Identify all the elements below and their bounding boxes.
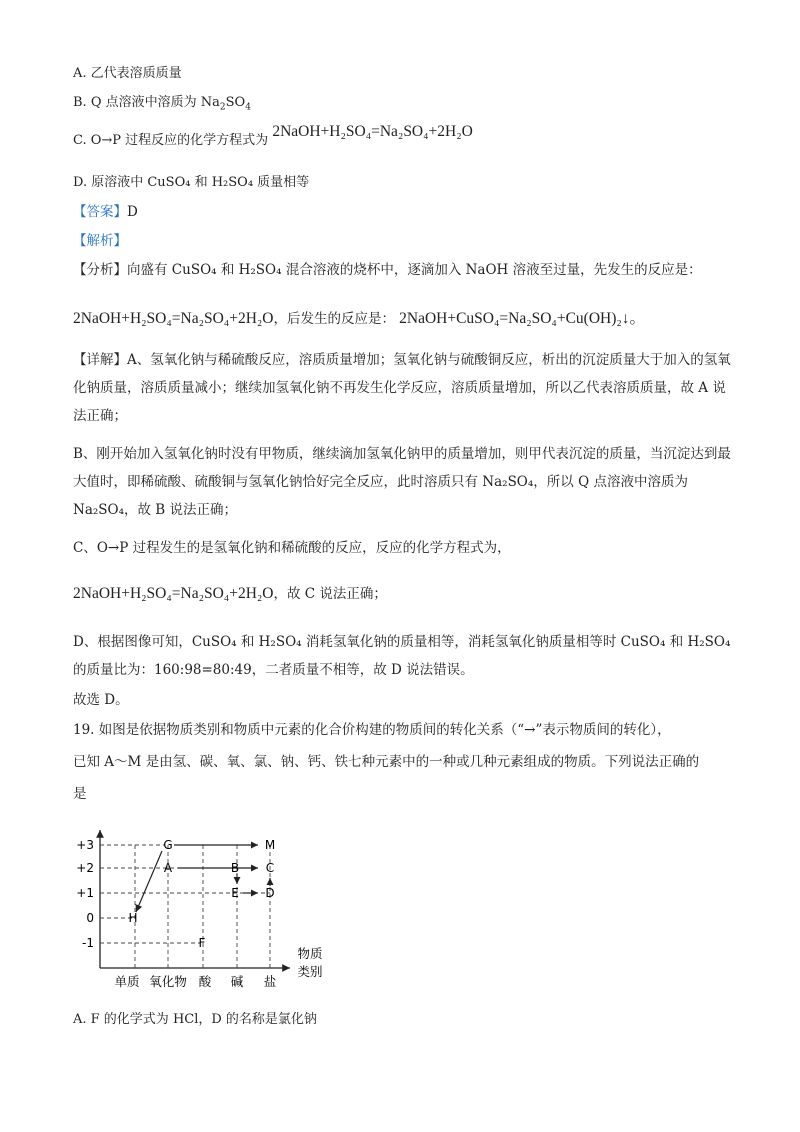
x-cat-elemental: 单质 xyxy=(114,974,140,989)
x-cat-base: 碱 xyxy=(230,974,244,989)
equation-1: 2NaOH+H₂SO₄=Na₂SO₄+2H₂O xyxy=(73,310,274,327)
x-axis-label-2: 类别 xyxy=(297,964,323,979)
x-cat-salt: 盐 xyxy=(263,974,277,989)
option-b xyxy=(73,93,251,118)
equation-2: 2NaOH+CuSO₄=Na₂SO₄+Cu(OH)₂↓。 xyxy=(399,310,646,327)
analysis-equations xyxy=(73,309,645,330)
node-f: F xyxy=(198,936,206,950)
option-b-sub1: 2 xyxy=(219,102,226,113)
node-a: A xyxy=(163,861,173,875)
q19-line-3: 是 xyxy=(73,786,87,802)
option-c xyxy=(73,123,473,151)
valence-category-diagram xyxy=(70,818,340,998)
y-tick-0: 0 xyxy=(86,911,94,925)
node-h: H xyxy=(128,911,138,925)
option-b-mid: SO xyxy=(225,95,246,110)
option-c-text: C. O→P 过程反应的化学方程式为 xyxy=(73,133,269,148)
answer-value: D xyxy=(127,204,138,220)
detail-c: C、O→P 过程发生的是氢氧化钠和稀硫酸的反应，反应的化学方程式为， xyxy=(73,540,511,556)
node-b: B xyxy=(230,861,240,875)
y-tick-m1: -1 xyxy=(82,936,94,950)
x-cat-acid: 酸 xyxy=(198,974,212,989)
analysis-intro: 【分析】向盛有 CuSO₄ 和 H₂SO₄ 混合溶液的烧杯中，逐滴加入 NaOH 溶液至过量，先发生的反应是： xyxy=(73,262,702,278)
y-tick-p2: +2 xyxy=(76,861,94,875)
y-tick-p3: +3 xyxy=(76,838,94,852)
node-g: G xyxy=(163,838,173,852)
answer-line xyxy=(73,202,138,222)
x-axis-label-1: 物质 xyxy=(297,946,323,961)
option-d: D. 原溶液中 CuSO₄ 和 H₂SO₄ 质量相等 xyxy=(73,175,310,190)
equation-3: 2NaOH+H₂SO₄=Na₂SO₄+2H₂O xyxy=(73,585,274,602)
option-a: A. 乙代表溶质质量 xyxy=(73,66,182,81)
after-equation-1: ，后发生的反应是： xyxy=(273,311,395,327)
conclusion: 故选 D。 xyxy=(73,692,129,708)
option-c-equation: 2NaOH+H₂SO₄=Na₂SO₄+2H₂O xyxy=(272,123,473,140)
x-cat-oxide: 氧化物 xyxy=(149,974,187,989)
detail-b: B、刚开始加入氢氧化钠时没有甲物质，继续滴加氢氧化钠甲的质量增加，则甲代表沉淀的质量，当沉淀达到最大值时，即稀硫酸、硫酸铜与氢氧化钠恰好完全反应，此时溶质只有 Na₂SO₄，所以 Q 点溶液中溶质为 Na₂SO₄，故 B 说法正确； xyxy=(73,446,731,518)
horizontal-guides xyxy=(100,845,270,943)
q19-line-1: 19. 如图是依据物质类别和物质中元素的化合价构建的物质间的转化关系（“→”表示物质间的转化）， xyxy=(73,722,671,738)
after-equation-3: ，故 C 说法正确； xyxy=(273,586,387,602)
analysis-label: 【解析】 xyxy=(73,233,127,249)
detail-d: D、根据图像可知，CuSO₄ 和 H₂SO₄ 消耗氢氧化钠的质量相等，消耗氢氧化钠质量相等时 CuSO₄ 和 H₂SO₄ 的质量比为：160:98=80:49，二者质量不相等，故 D 说法错误。 xyxy=(73,634,731,678)
node-m: M xyxy=(264,838,276,852)
option-b-text: B. Q 点溶液中溶质为 Na xyxy=(73,95,220,110)
node-d: D xyxy=(265,886,275,900)
answer-label: 【答案】 xyxy=(73,204,127,220)
detail-c-equation-line xyxy=(73,584,387,605)
node-c: C xyxy=(265,861,275,875)
node-e: E xyxy=(231,886,239,900)
q19-option-a: A. F 的化学式为 HCl，D 的名称是氯化钠 xyxy=(73,1012,317,1027)
q19-line-2: 已知 A～M 是由氢、碳、氧、氯、钠、钙、铁七种元素中的一种或几种元素组成的物质。下列说法正确的 xyxy=(73,754,700,770)
detail-a: 【详解】A、氢氧化钠与稀硫酸反应，溶质质量增加；氢氧化钠与硫酸铜反应，析出的沉淀质量大于加入的氢氧化钠质量，溶质质量减小；继续加氢氧化钠不再发生化学反应，溶质质量增加，所以乙代表溶质质量，故 A 说法正确； xyxy=(73,352,731,424)
y-tick-p1: +1 xyxy=(76,886,94,900)
arrow-g-to-h xyxy=(136,851,162,912)
option-b-sub2: 4 xyxy=(245,102,251,113)
